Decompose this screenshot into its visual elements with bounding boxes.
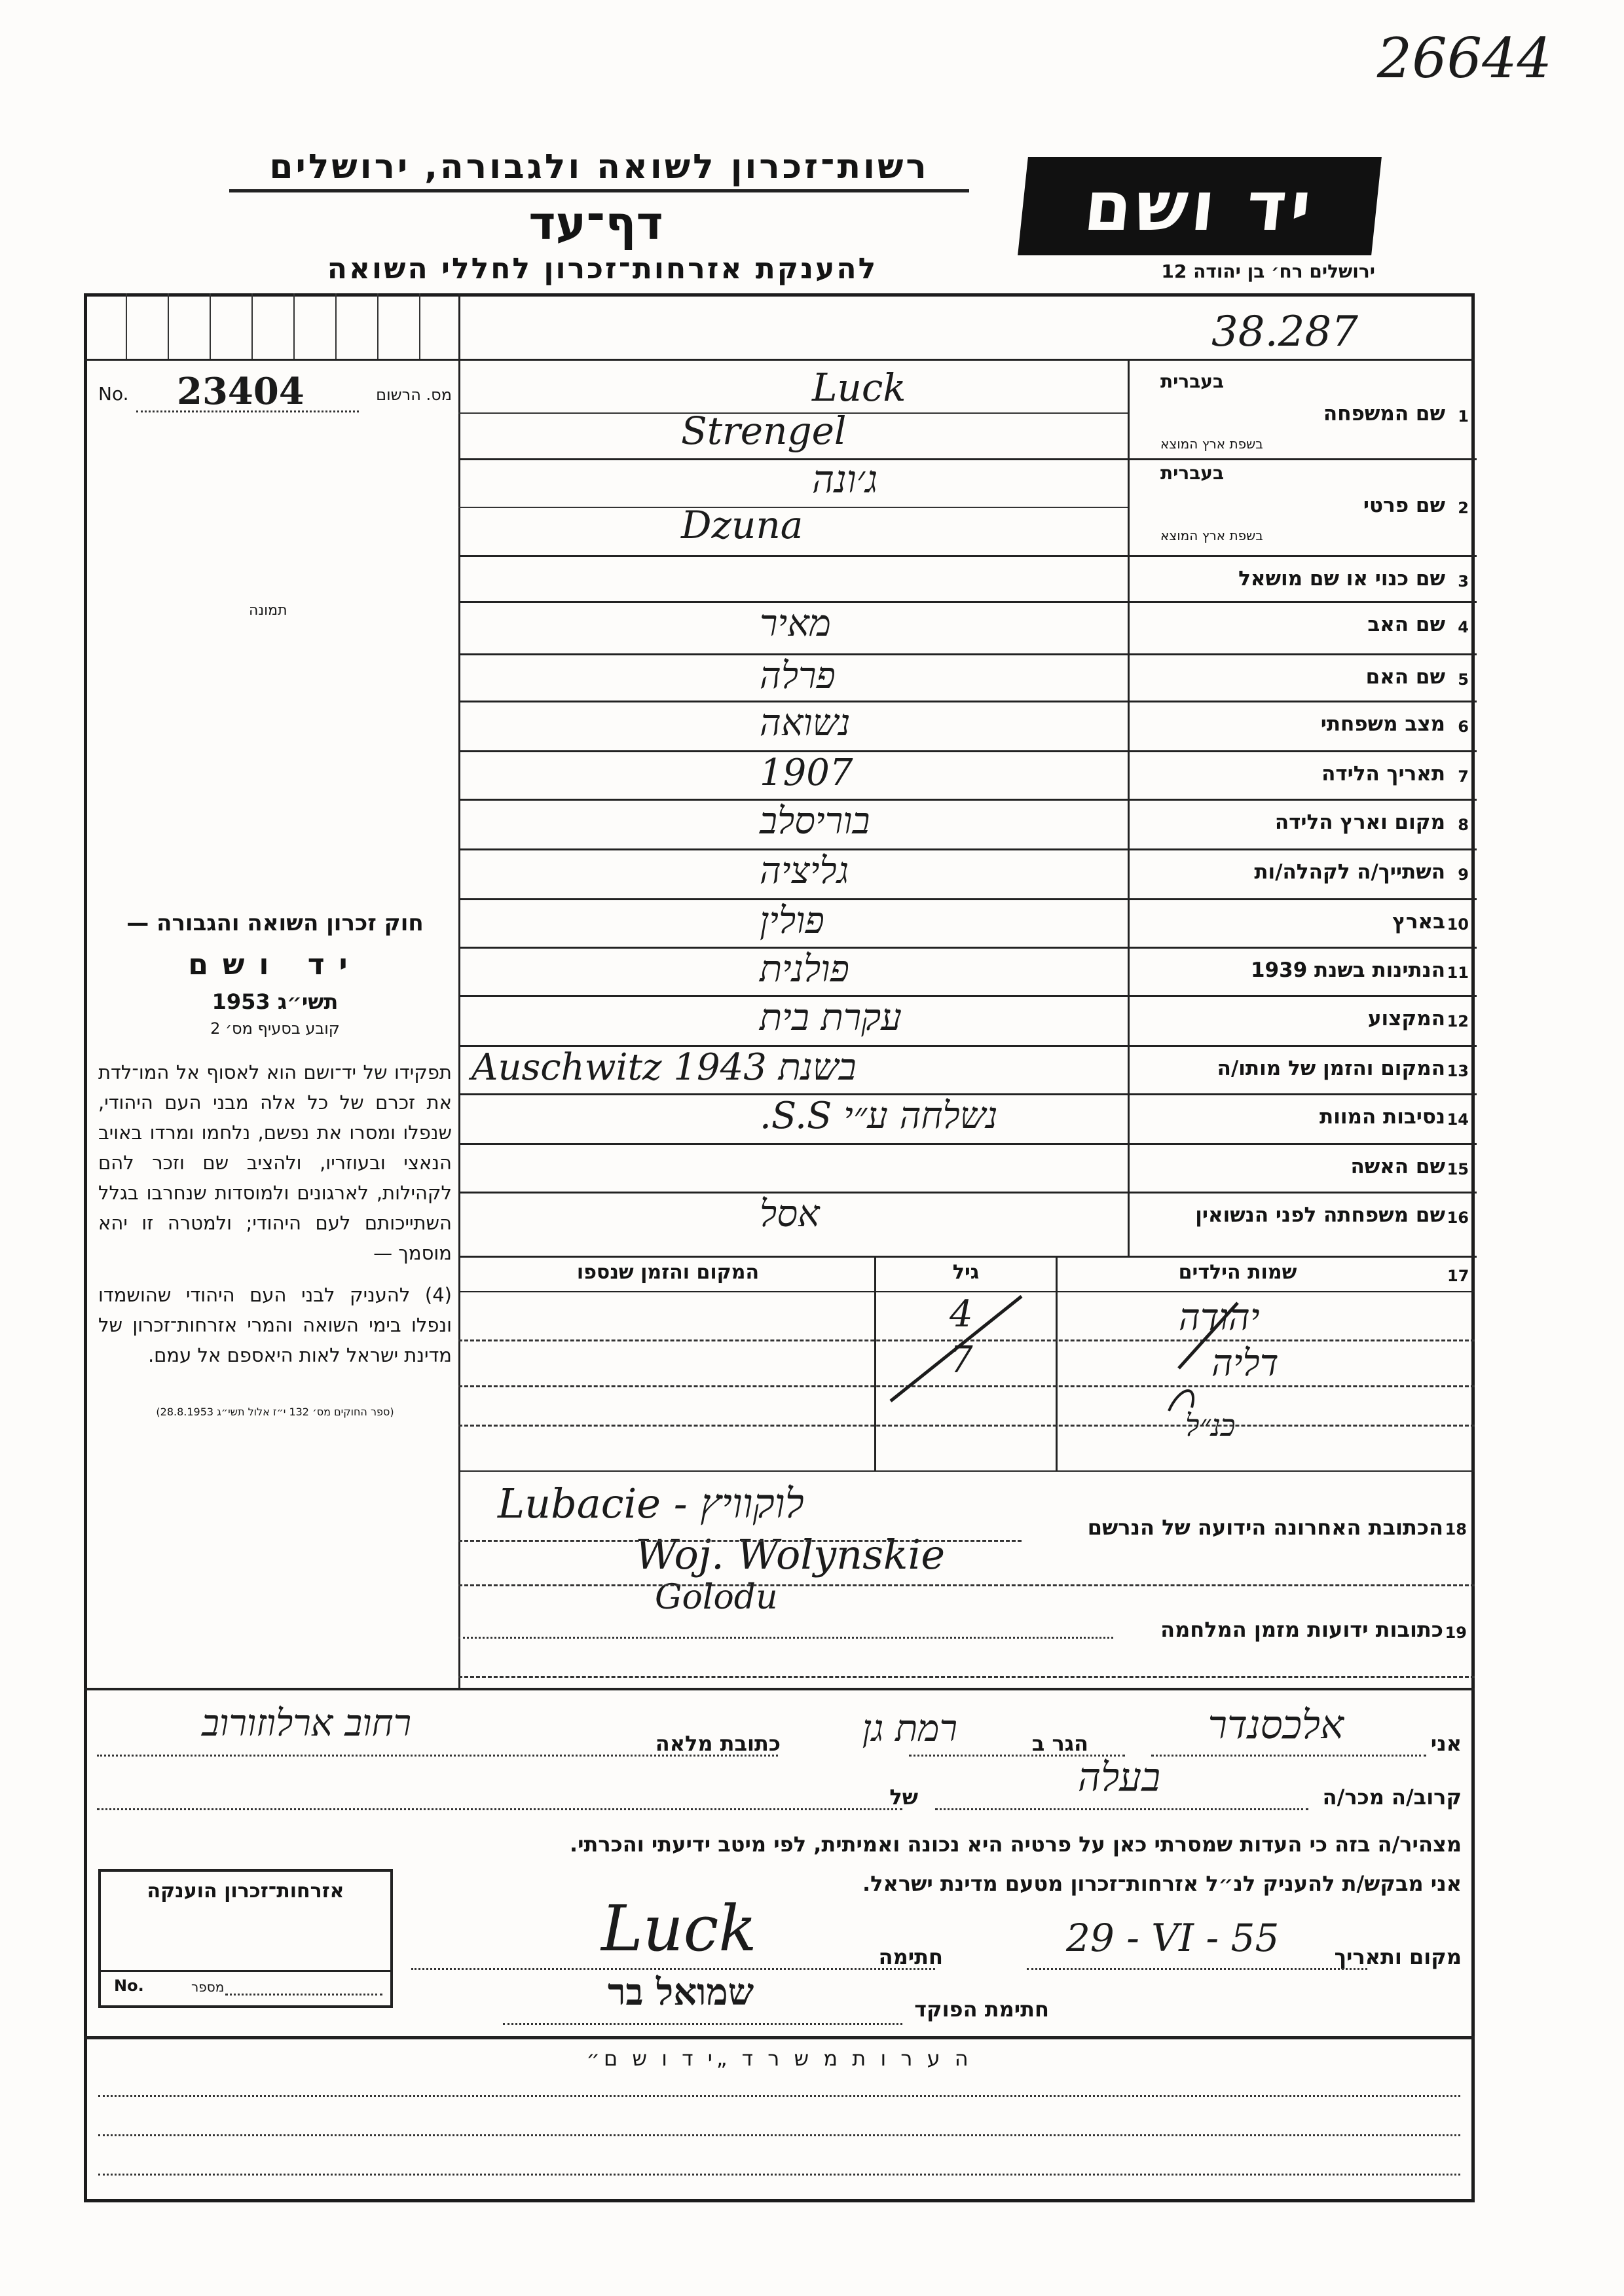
law-title: חוק זכרון השואה והגבורה — — [126, 910, 424, 936]
field-value: גליציה — [760, 850, 849, 892]
field-value: Auschwitz 1943 בשנת — [471, 1046, 857, 1089]
last-address-line1: Lubacie - לוקוויץ — [498, 1480, 804, 1527]
field-label: מקום וארץ הלידה — [1274, 811, 1445, 834]
field-value: בוריסלב — [760, 800, 870, 843]
registration-label: מס. הרשום — [376, 386, 452, 404]
logo-text: יד ושם — [1080, 166, 1319, 246]
field-row-5 — [458, 653, 1477, 702]
field-num: 6 — [1458, 718, 1469, 736]
file-number: 38.287 — [1211, 308, 1358, 356]
children-strike-marks — [871, 1283, 1264, 1414]
children-num: 17 — [1447, 1267, 1469, 1285]
declarant-lives-label: הגר ב — [1031, 1731, 1088, 1756]
child-1-age: 4 — [950, 1293, 973, 1336]
field-sub-hebrew: בעברית — [1160, 462, 1225, 484]
declarant-relative-label: קרוב/ה מכר/ה — [1322, 1785, 1462, 1810]
field-value-origin: Dzuna — [681, 503, 803, 547]
field-row-2 — [458, 458, 1477, 557]
children-age-label: גיל — [952, 1261, 980, 1284]
field-label: נסיבות המוות — [1320, 1105, 1445, 1129]
field-num: 14 — [1447, 1110, 1469, 1129]
field-sub-hebrew: בעברית — [1160, 371, 1225, 392]
field-num: 1 — [1458, 407, 1469, 426]
child-2-age: 7 — [950, 1339, 973, 1381]
registration-value: 23404 — [177, 370, 304, 413]
form-subtitle: להענקת אזרחות־זכרון לחללי השואה — [327, 252, 878, 285]
field-value-hebrew: Luck — [812, 365, 906, 410]
child-1-name: יהודה — [1179, 1296, 1260, 1339]
request-text: אני מבקש/ת להעניק לנ״ל אזרחות־זכרון מטעם מדינת ישראל. — [862, 1871, 1462, 1896]
last-address-line2: Woj. Wolynskie — [635, 1531, 946, 1578]
field-row-8 — [458, 799, 1477, 850]
field-num: 11 — [1447, 964, 1469, 982]
declarant-relative-value: בעלה — [1077, 1755, 1160, 1800]
field-num: 13 — [1447, 1062, 1469, 1080]
field-num: 4 — [1458, 618, 1469, 636]
law-text: תפקידו של יד־ושם הוא לאסוף אל המו־לדת את זכרם של כל אלה מבני העם היהודי, שנפלו ומסרו את נפשם, נלחמו ומרדו באויב הנאצי ובעוזריו, ולהציב שם וזכר להם לקהילות, לארגונים ולמוסדות שנחרבו בגלל השתייכותם לעם היהודי; ולמטרה זו יהא מוסמך — — [98, 1061, 452, 1264]
stamp-box-no: No. — [114, 1977, 144, 1995]
field-label: השתייך/ה לקהלה/ות — [1254, 860, 1445, 884]
law-clause: קובע בסעיף מס׳ 2 — [210, 1019, 340, 1038]
field-row-6 — [458, 701, 1477, 752]
field-value: פולנית — [760, 948, 849, 991]
wartime-row — [458, 1611, 1475, 1650]
field-num: 16 — [1447, 1209, 1469, 1227]
field-row-16 — [458, 1192, 1477, 1258]
stamp-box-title: אזרחות־זכרון הוענקה — [147, 1880, 344, 1903]
field-label: בארץ — [1392, 910, 1445, 934]
field-num: 10 — [1447, 915, 1469, 934]
field-label: שם משפחתה לפני הנשואין — [1195, 1203, 1445, 1227]
field-row-14 — [458, 1093, 1477, 1145]
field-row-15 — [458, 1143, 1477, 1194]
field-label: שם האשה — [1350, 1155, 1445, 1178]
signature-value: Luck — [601, 1892, 757, 1965]
field-value: מאיר — [760, 602, 831, 645]
field-label: מצב משפחתי — [1320, 712, 1445, 736]
field-label: שם האב — [1367, 613, 1445, 636]
field-label: שם פרטי — [1363, 494, 1445, 517]
field-row-7 — [458, 750, 1477, 801]
law-column — [98, 910, 452, 1418]
law-clause4: (4) להעניק לבני העם היהודי שהושמדו ונפלו בימי השואה והמרי אזרחות־זכרון של מדינת ישראל לאות היאספם אל עמם. — [98, 1284, 452, 1366]
declarant-i-value: אלכסנדר — [1208, 1702, 1344, 1748]
signature-label: חתימה — [878, 1944, 943, 1969]
yad-vashem-logo — [1018, 157, 1382, 255]
registration — [98, 370, 452, 416]
field-row-10 — [458, 898, 1477, 949]
place-date-label: מקום ותאריך — [1334, 1944, 1462, 1969]
field-num: 5 — [1458, 670, 1469, 689]
last-address-label: הכתובת האחרונה הידועה של הנרשם — [1087, 1515, 1443, 1540]
field-value: אסל — [760, 1193, 820, 1235]
office-notes-title: ה ע ר ו ת מ ש ר ד „י ד ו ש ם״ — [586, 2046, 972, 2071]
field-label: המקצוע — [1367, 1007, 1445, 1030]
field-sub-origin: בשפת ארץ המוצא — [1160, 528, 1263, 543]
field-row-3 — [458, 555, 1477, 603]
last-address-line3: Golodu — [655, 1578, 778, 1617]
checkbox-row — [84, 293, 458, 359]
declarant-i-label: אני — [1430, 1731, 1462, 1756]
photo-label: תמונה — [249, 602, 287, 619]
field-num: 3 — [1458, 572, 1469, 591]
field-num: 9 — [1458, 866, 1469, 884]
declarant-address-value: רחוב ארלוזורוב — [202, 1702, 412, 1745]
field-row-11 — [458, 947, 1477, 997]
declaration-text: מצהיר/ה בזה כי העדות שמסרתי כאן על פרטיה היא נכונה ואמיתית, לפי מיטב ידיעתי והכרתי. — [569, 1832, 1462, 1857]
date-value: 29 - VI - 55 — [1066, 1916, 1280, 1960]
field-label: המקום והזמן של מותו/ה — [1217, 1057, 1445, 1080]
field-sub-origin: בשפת ארץ המוצא — [1160, 436, 1263, 452]
field-value: פולין — [760, 900, 824, 942]
field-row-12 — [458, 995, 1477, 1047]
citizenship-stamp-box — [98, 1869, 393, 2008]
wartime-label: כתובות ידועות מזמן המלחמה — [1160, 1617, 1443, 1642]
child-3-name: כנ״ל — [1185, 1408, 1236, 1443]
field-label: שם האם — [1365, 665, 1445, 689]
law-year: תשי״ג 1953 — [212, 989, 339, 1014]
last-address-num: 18 — [1445, 1520, 1467, 1539]
declarant-address-label: כתובת מלאה — [655, 1731, 781, 1756]
officer-value: שמואל בר — [608, 1971, 754, 2014]
child-2-name: דליה — [1211, 1342, 1279, 1385]
field-num: 12 — [1447, 1012, 1469, 1030]
stamp-box-number-label: מספר — [191, 1979, 225, 1995]
registration-no-label: No. — [98, 383, 129, 405]
children-names-label: שמות הילדים — [1178, 1261, 1297, 1284]
field-label: תאריך הלידה — [1321, 762, 1445, 786]
field-label: הנתינות בשנת 1939 — [1250, 958, 1445, 982]
archive-number: 26644 — [1376, 26, 1552, 90]
field-value: 1907 — [760, 752, 853, 794]
law-footnote: (ספר החוקים מס׳ 132 י״ז אלול תשי״ג 28.8.1953) — [156, 1406, 394, 1418]
logo-address: ירושלים רח׳ בן יהודה 12 — [1161, 261, 1375, 282]
field-row-13 — [458, 1045, 1477, 1095]
form-title: דף־עד — [528, 196, 663, 250]
field-num: 8 — [1458, 816, 1469, 834]
authority-name: רשות־זכרון לשואה ולגבורה, ירושלים — [229, 147, 969, 192]
field-num: 15 — [1447, 1160, 1469, 1178]
children-place-label: המקום והזמן שנספו — [576, 1261, 760, 1284]
field-num: 7 — [1458, 767, 1469, 786]
field-value: נשואה — [760, 702, 851, 744]
field-row-1 — [458, 367, 1477, 460]
wartime-num: 19 — [1445, 1624, 1467, 1642]
field-value-origin: Strengel — [681, 409, 847, 453]
field-label: שם כנוי או שם מושאל — [1238, 567, 1445, 591]
field-value: נשלחה ע״י S.S. — [760, 1095, 998, 1137]
officer-label: חתימת הפוקד — [914, 1997, 1049, 2022]
law-name: יד ושם — [188, 948, 362, 981]
field-value-hebrew: ג׳ונה — [812, 457, 878, 501]
field-value: פרלה — [760, 655, 836, 697]
declarant-lives-value: רמת גן — [862, 1707, 957, 1750]
declarant-of-label: של — [889, 1785, 918, 1810]
field-num: 2 — [1458, 499, 1469, 517]
field-value: עקרת בית — [760, 996, 902, 1039]
field-row-4 — [458, 601, 1477, 655]
field-row-9 — [458, 848, 1477, 900]
field-label: שם המשפחה — [1323, 402, 1445, 426]
